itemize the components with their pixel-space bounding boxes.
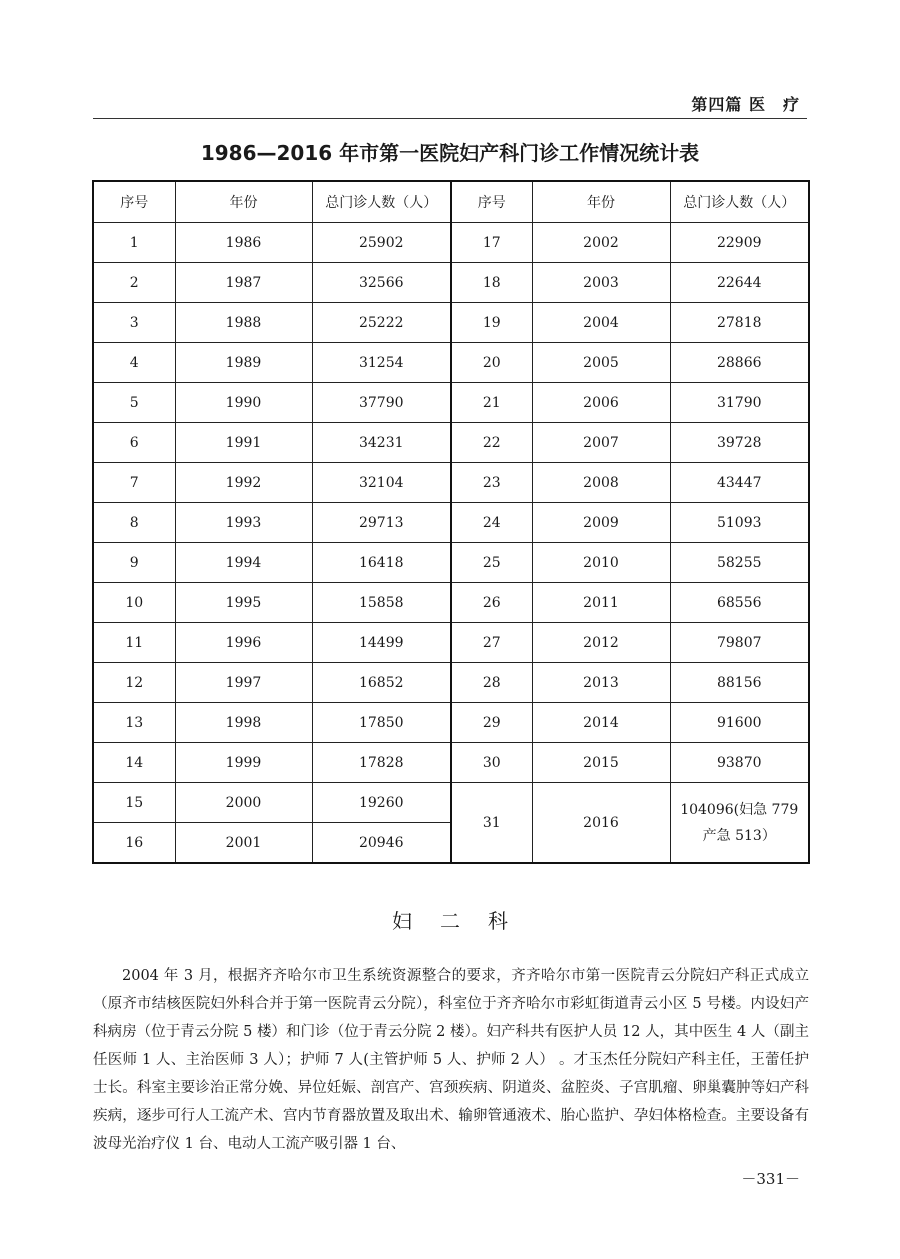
table-cell: 25222 xyxy=(312,303,451,343)
table-cell: 15858 xyxy=(312,583,451,623)
table-cell: 2014 xyxy=(532,703,670,743)
table-cell: 39728 xyxy=(670,423,809,463)
table-cell-merged xyxy=(670,783,809,864)
table-cell: 1993 xyxy=(175,503,312,543)
table-cell: 17 xyxy=(451,223,532,263)
table-cell: 2001 xyxy=(175,823,312,864)
table-cell: 1989 xyxy=(175,343,312,383)
table-cell: 2010 xyxy=(532,543,670,583)
table-cell: 13 xyxy=(93,703,175,743)
body-paragraph: 2004 年 3 月，根据齐齐哈尔市卫生系统资源整合的要求，齐齐哈尔市第一医院青云分院妇产科正式成立（原齐市结核医院妇外科合并于第一医院青云分院），科室位于齐齐哈尔市彩虹街道青云小区 5 号楼。内设妇产科病房（位于青云分院 5 楼）和门诊（位于青云分院 2 楼）。妇产科共有医护人员 12 人，其中医生 4 人（副主任医师 1 人、主治医师 3 人）；护师 7 人(主管护师 5 人、护师 2 人） 。才玉杰任分院妇产科主任，王蕾任护士长。科室主要诊治正常分娩、异位妊娠、剖宫产、宫颈疾病、阴道炎、盆腔炎、子宫肌瘤、卵巢囊肿等妇产科疾病，逐步可行人工流产术、宫内节育器放置及取出术、输卵管通液术、胎心监护、孕妇体格检查。主要设备有波母光治疗仪 1 台、电动人工流产吸引器 1 台、 xyxy=(93,968,809,1152)
table-cell-merged: 2016 xyxy=(532,783,670,864)
table-cell: 11 xyxy=(93,623,175,663)
table-row xyxy=(93,303,809,343)
table-cell: 17828 xyxy=(312,743,451,783)
table-row xyxy=(93,583,809,623)
table-row xyxy=(93,503,809,543)
table-row xyxy=(93,343,809,383)
table-cell: 7 xyxy=(93,463,175,503)
table-cell: 1986 xyxy=(175,223,312,263)
table-row xyxy=(93,223,809,263)
table-cell: 1997 xyxy=(175,663,312,703)
table-row xyxy=(93,783,809,823)
table-cell: 93870 xyxy=(670,743,809,783)
table-cell: 2007 xyxy=(532,423,670,463)
table-cell: 29713 xyxy=(312,503,451,543)
statistics-table xyxy=(92,180,810,864)
table-cell: 51093 xyxy=(670,503,809,543)
table-cell: 79807 xyxy=(670,623,809,663)
page-number: －331－ xyxy=(741,1170,800,1188)
table-cell: 15 xyxy=(93,783,175,823)
table-cell: 6 xyxy=(93,423,175,463)
table-cell: 17850 xyxy=(312,703,451,743)
table-cell: 21 xyxy=(451,383,532,423)
table-cell: 30 xyxy=(451,743,532,783)
table-cell-merged: 31 xyxy=(451,783,532,864)
table-cell: 31790 xyxy=(670,383,809,423)
table-cell: 43447 xyxy=(670,463,809,503)
table-cell: 3 xyxy=(93,303,175,343)
table-cell: 16852 xyxy=(312,663,451,703)
table-cell: 34231 xyxy=(312,423,451,463)
table-cell: 31254 xyxy=(312,343,451,383)
column-header: 年份 xyxy=(175,181,312,223)
table-cell: 88156 xyxy=(670,663,809,703)
table-cell: 16 xyxy=(93,823,175,864)
table-cell: 1990 xyxy=(175,383,312,423)
column-header: 序号 xyxy=(451,181,532,223)
merged-count-line1: 104096(妇急 779 xyxy=(680,801,799,818)
table-cell: 2015 xyxy=(532,743,670,783)
table-cell: 22 xyxy=(451,423,532,463)
table-cell: 2004 xyxy=(532,303,670,343)
table-cell: 2009 xyxy=(532,503,670,543)
table-cell: 16418 xyxy=(312,543,451,583)
table-cell: 91600 xyxy=(670,703,809,743)
table-cell: 19 xyxy=(451,303,532,343)
table-cell: 29 xyxy=(451,703,532,743)
column-header: 总门诊人数（人） xyxy=(670,181,809,223)
table-row xyxy=(93,263,809,303)
table-row xyxy=(93,703,809,743)
table-cell: 2012 xyxy=(532,623,670,663)
table-cell: 1992 xyxy=(175,463,312,503)
table-cell: 9 xyxy=(93,543,175,583)
table-cell: 1 xyxy=(93,223,175,263)
table-row xyxy=(93,663,809,703)
table-cell: 2011 xyxy=(532,583,670,623)
table-cell: 1988 xyxy=(175,303,312,343)
table-cell: 19260 xyxy=(312,783,451,823)
table-cell: 1996 xyxy=(175,623,312,663)
table-cell: 14 xyxy=(93,743,175,783)
table-cell: 25 xyxy=(451,543,532,583)
table-cell: 1991 xyxy=(175,423,312,463)
column-header: 年份 xyxy=(532,181,670,223)
chapter-header: 第四篇 医 疗 xyxy=(691,95,800,114)
table-cell: 68556 xyxy=(670,583,809,623)
table-cell: 20946 xyxy=(312,823,451,864)
table-cell: 1994 xyxy=(175,543,312,583)
table-row xyxy=(93,463,809,503)
table-cell: 32566 xyxy=(312,263,451,303)
table-cell: 32104 xyxy=(312,463,451,503)
table-cell: 27818 xyxy=(670,303,809,343)
table-cell: 25902 xyxy=(312,223,451,263)
table-cell: 22644 xyxy=(670,263,809,303)
merged-count-line2: 产急 513） xyxy=(702,827,776,844)
table-cell: 23 xyxy=(451,463,532,503)
column-header: 序号 xyxy=(93,181,175,223)
table-cell: 18 xyxy=(451,263,532,303)
header-divider xyxy=(93,118,807,119)
table-cell: 27 xyxy=(451,623,532,663)
table-cell: 1999 xyxy=(175,743,312,783)
table-cell: 2006 xyxy=(532,383,670,423)
table-cell: 12 xyxy=(93,663,175,703)
table-row xyxy=(93,743,809,783)
table-cell: 28 xyxy=(451,663,532,703)
table-cell: 24 xyxy=(451,503,532,543)
table-cell: 20 xyxy=(451,343,532,383)
table-cell: 37790 xyxy=(312,383,451,423)
table-cell: 22909 xyxy=(670,223,809,263)
table-cell: 58255 xyxy=(670,543,809,583)
section-title: 妇二科 xyxy=(392,909,536,933)
table-cell: 2000 xyxy=(175,783,312,823)
table-cell: 10 xyxy=(93,583,175,623)
table-cell: 2 xyxy=(93,263,175,303)
table-cell: 14499 xyxy=(312,623,451,663)
table-cell: 1995 xyxy=(175,583,312,623)
table-row xyxy=(93,543,809,583)
table-cell: 28866 xyxy=(670,343,809,383)
table-row xyxy=(93,623,809,663)
table-cell: 2013 xyxy=(532,663,670,703)
table-cell: 26 xyxy=(451,583,532,623)
table-cell: 2008 xyxy=(532,463,670,503)
table-cell: 4 xyxy=(93,343,175,383)
table-cell: 1987 xyxy=(175,263,312,303)
table-cell: 2002 xyxy=(532,223,670,263)
table-cell: 2003 xyxy=(532,263,670,303)
table-header-row xyxy=(93,181,809,223)
table-cell: 5 xyxy=(93,383,175,423)
table-cell: 1998 xyxy=(175,703,312,743)
table-row xyxy=(93,423,809,463)
table-cell: 2005 xyxy=(532,343,670,383)
table-row xyxy=(93,383,809,423)
column-header: 总门诊人数（人） xyxy=(312,181,451,223)
table-title: 1986—2016 年市第一医院妇产科门诊工作情况统计表 xyxy=(200,141,700,165)
table-cell: 8 xyxy=(93,503,175,543)
